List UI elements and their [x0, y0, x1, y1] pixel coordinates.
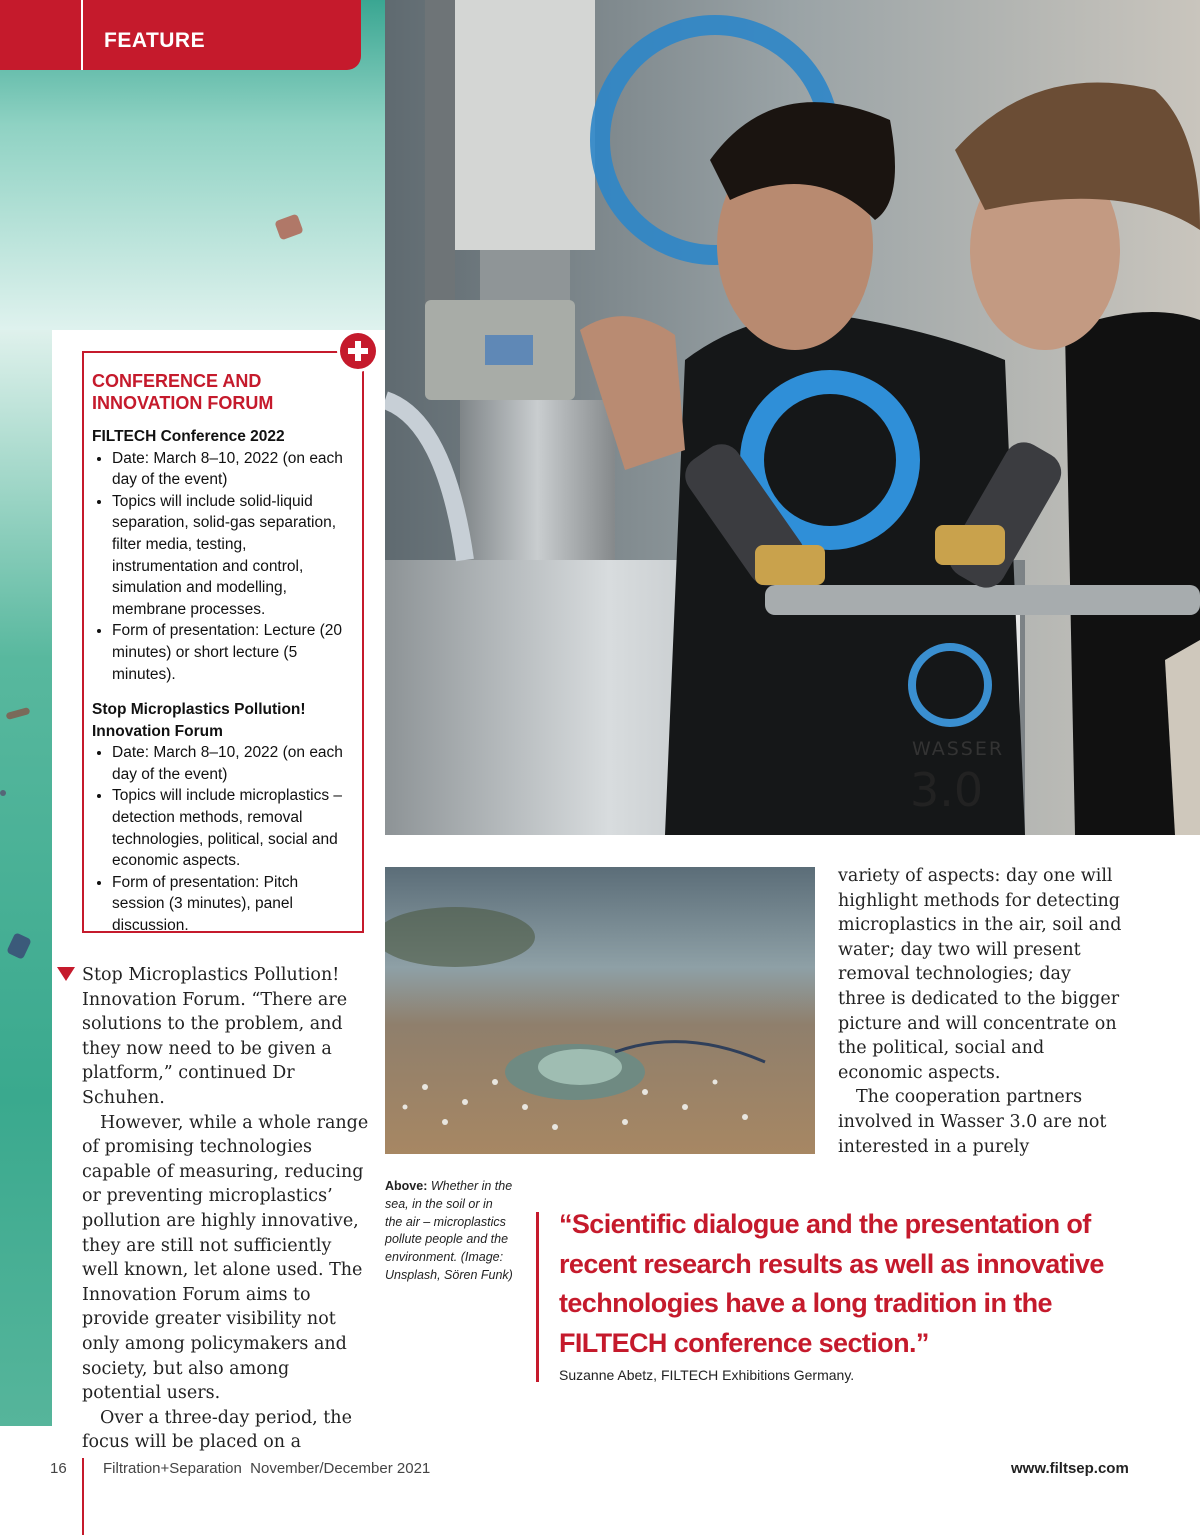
feature-divider	[81, 0, 83, 70]
publication-line: Filtration+Separation November/December 2021	[103, 1460, 431, 1477]
sidebar-section-heading: FILTECH Conference 2022	[92, 428, 285, 445]
sidebar-top-rule	[82, 351, 340, 353]
caption-label: Above:	[385, 1179, 428, 1193]
sidebar-list-item: • Date: March 8–10, 2022 (on each day of the event)	[112, 742, 354, 785]
sidebar-list-item: • Form of presentation: Pitch session (3 minutes), panel discussion.	[112, 872, 354, 937]
floating-debris	[0, 790, 6, 796]
footer-rule	[82, 1458, 84, 1535]
sidebar-section-heading: Stop Microplastics Pollution! Innovation Forum	[92, 701, 306, 740]
article-column-2	[838, 864, 1123, 1159]
main-photo	[385, 0, 1200, 835]
photo-caption	[385, 1178, 513, 1285]
floating-debris	[274, 213, 303, 240]
article-paragraph: However, while a whole range of promising technologies capable of measuring, reducing or preventing microplastics’ pollution are highly innovative, they are still not sufficiently well known, let alone used. The Innovation Forum aims to provide greater visibility not only among policymakers and society, but also among potential users.	[82, 1112, 369, 1404]
sidebar-section-filtech	[92, 426, 354, 685]
sidebar-section-innovation-forum	[92, 699, 354, 937]
plus-icon	[340, 333, 376, 369]
sidebar-list-item: • Date: March 8–10, 2022 (on each day of the event)	[112, 448, 354, 491]
article-paragraph: The cooperation partners involved in Wasser 3.0 are not interested in a purely	[838, 1087, 1107, 1157]
quote-attribution: Suzanne Abetz, FILTECH Exhibitions Germany.	[559, 1367, 855, 1383]
floating-debris	[6, 932, 32, 960]
article-column-1	[82, 963, 372, 1455]
sidebar-list-item: • Form of presentation: Lecture (20 minutes) or short lecture (5 minutes).	[112, 620, 354, 685]
caption-text: Whether in the sea, in the soil or in the air – microplastics pollute people and the environment. (Image: Unsplash, Sören Funk)	[385, 1179, 513, 1282]
article-paragraph: Over a three-day period, the focus will be placed on a	[82, 1407, 352, 1453]
article-paragraph: variety of aspects: day one will highlight methods for detecting microplastics in the air, soil and water; day two will present removal technologies; day three is dedicated to the bigger picture and will concentrate on the political, social and economic aspects.	[838, 866, 1122, 1083]
microplastics-beach-photo	[385, 867, 815, 1154]
sidebar-list-item: • Topics will include microplastics – detection methods, removal technologies, political, social and economic aspects.	[112, 785, 354, 871]
website-link[interactable]: www.filtsep.com	[1011, 1460, 1129, 1477]
section-label: FEATURE	[104, 29, 206, 52]
pull-quote: “Scientific dialogue and the presentation of recent research results as well as innovative technologies have a long tradition in the FILTECH conference section.”	[559, 1209, 1104, 1358]
floating-debris	[6, 707, 31, 720]
quote-rule	[536, 1212, 539, 1382]
sidebar-title: CONFERENCE AND INNOVATION FORUM	[92, 371, 274, 413]
tank-brand-version: 3.0	[910, 763, 984, 817]
tank-brand-text: WASSER	[912, 738, 1005, 760]
page-number: 16	[50, 1460, 67, 1477]
sea-strip-image	[0, 330, 52, 1426]
triangle-marker-icon	[57, 967, 75, 981]
article-paragraph: Stop Microplastics Pollution! Innovation Forum. “There are solutions to the problem, and they now need to be given a platform,” continued Dr Schuhen.	[82, 965, 348, 1108]
sidebar-list-item: • Topics will include solid-liquid separation, solid-gas separation, filter media, testing, instrumentation and control, simulation and modelling, membrane processes.	[112, 491, 354, 621]
